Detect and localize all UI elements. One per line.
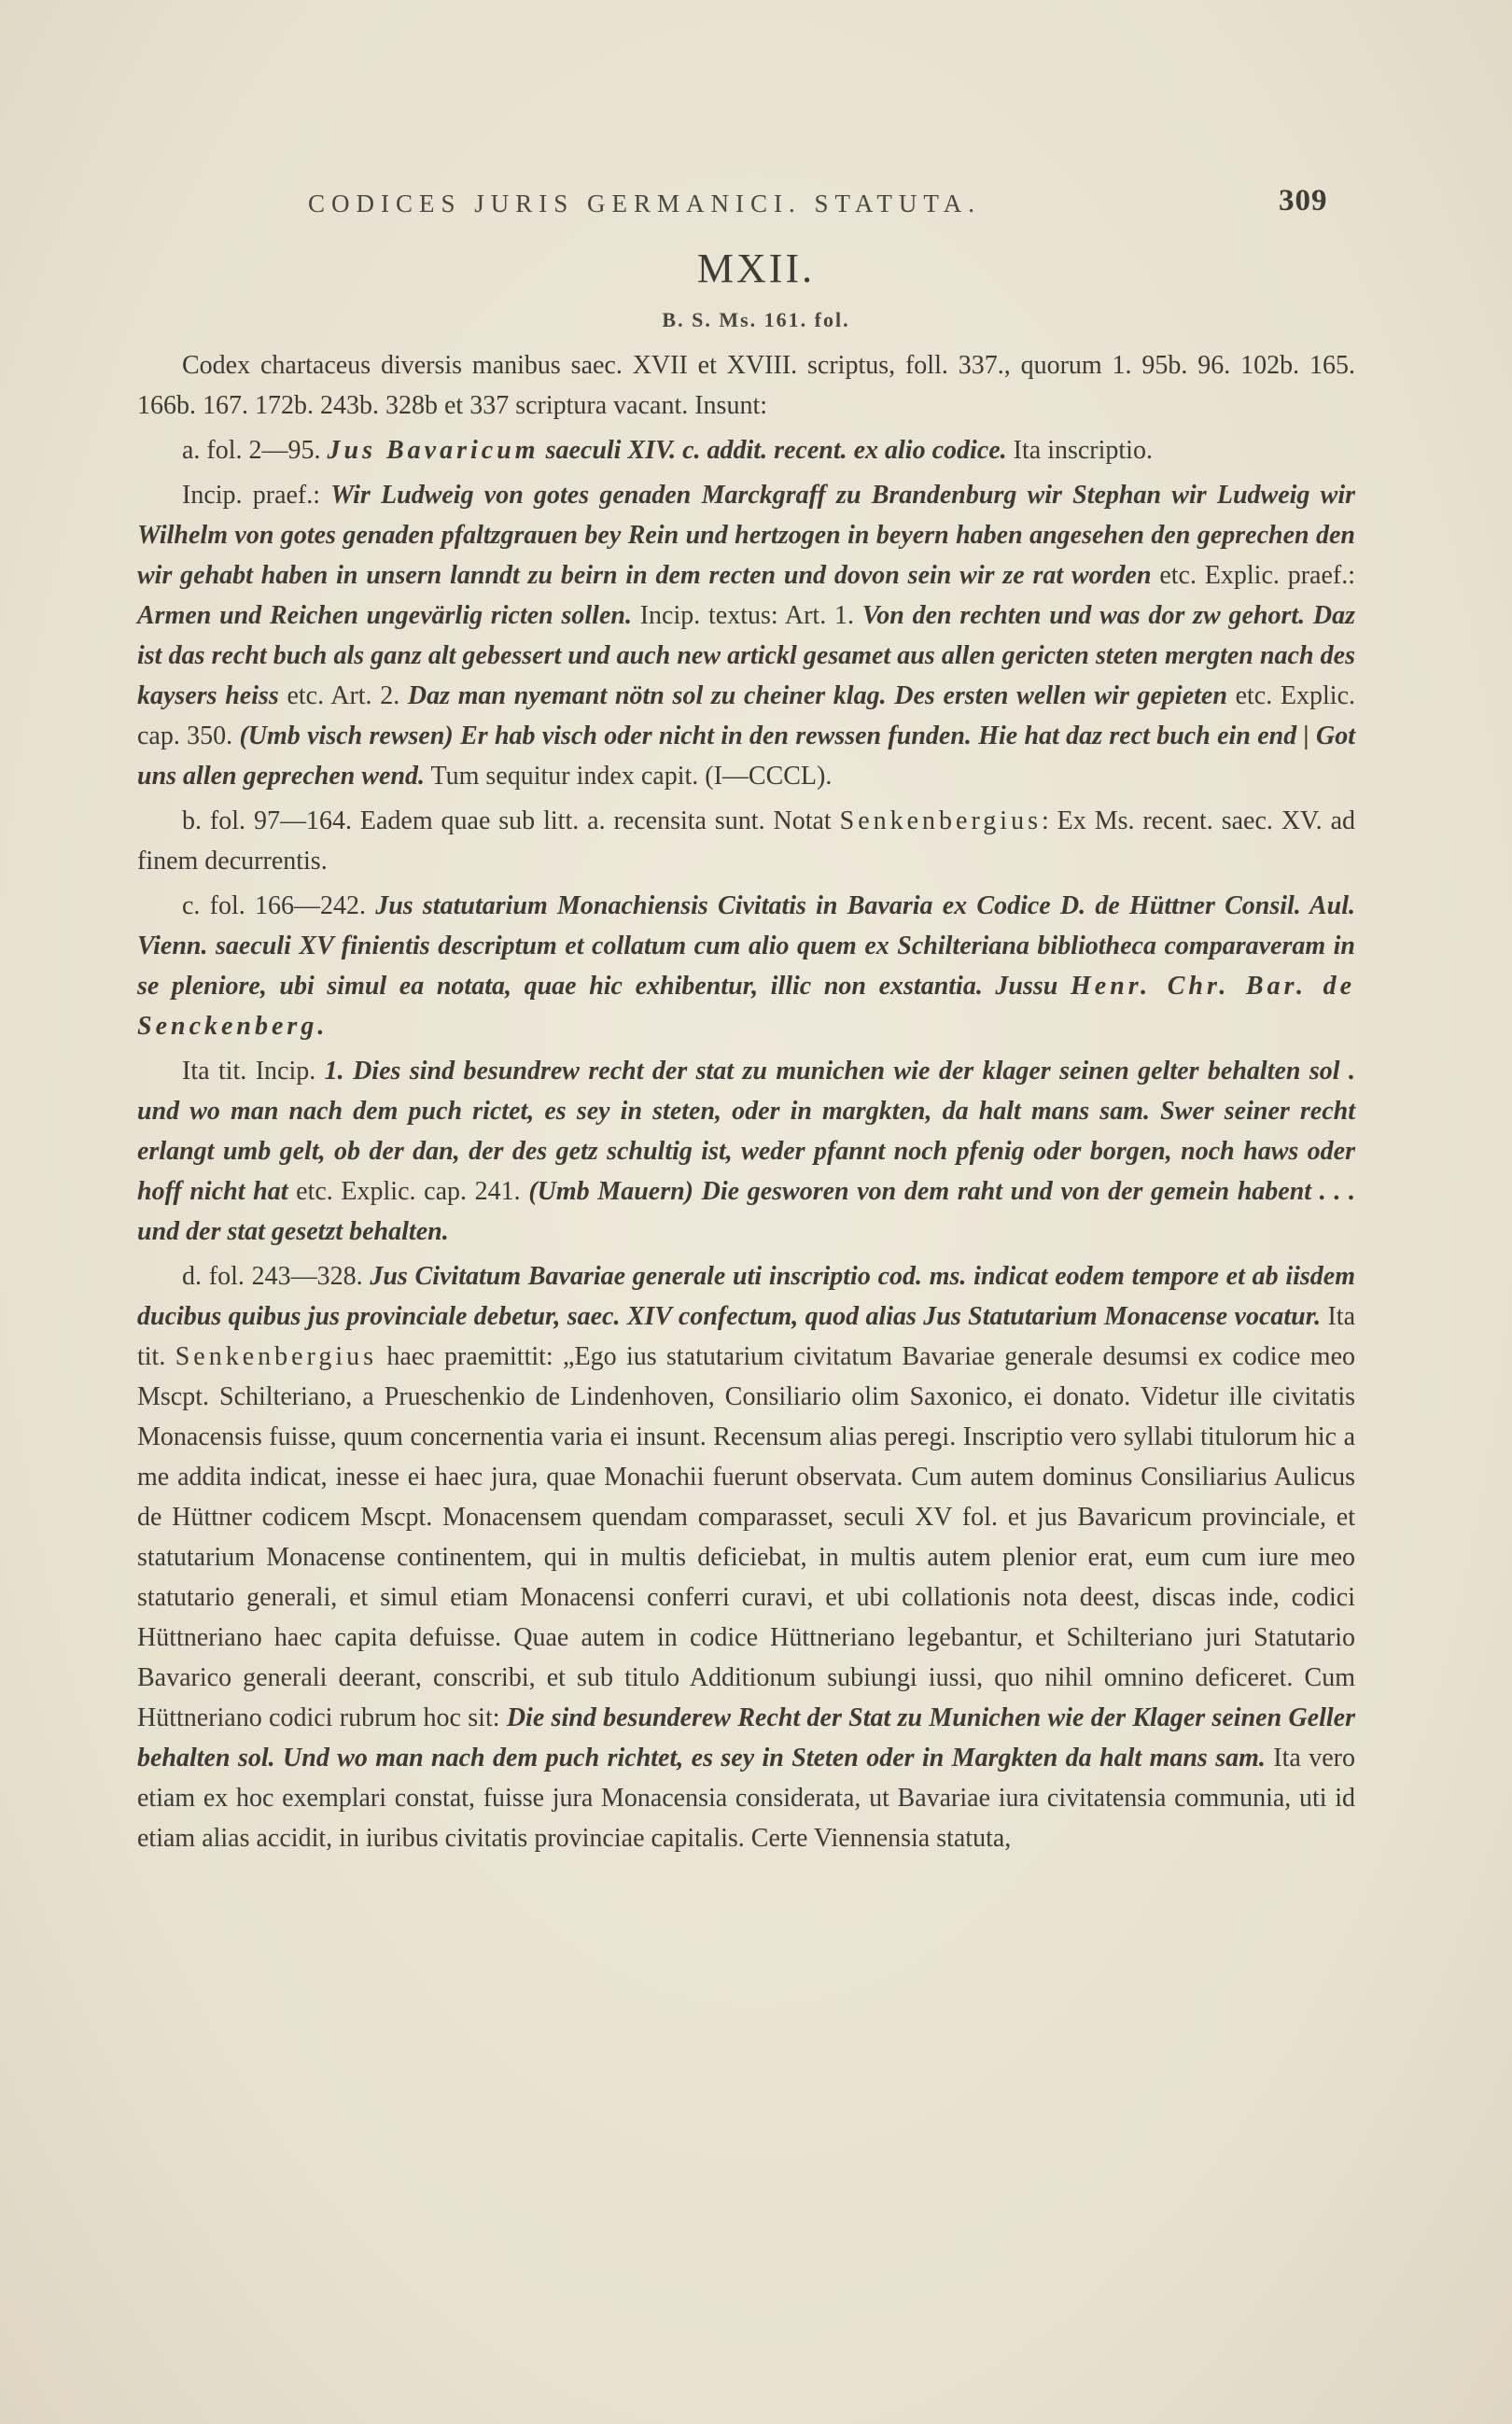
text-run: Jus Bavaricum <box>327 436 539 465</box>
text-run: Jus Civitatum Bavariae generale uti inscriptio cod. ms. indicat eodem tempore et ab iisdem ducibus quibus jus provinciale debetur, saec. XIV confectum, quod alias Jus Statutarium Monacense vocatur. <box>137 1262 1356 1331</box>
text-run: c. fol. 166—242. <box>182 891 376 920</box>
text-run: Die sind besunderew Recht der Stat zu Munichen wie der Klager seinen Geller behalten sol. Und wo man nach dem puch richtet, es sey in Steten oder in Margkten da halt mans sam. <box>137 1703 1355 1772</box>
text-run: saeculi XIV. c. addit. recent. ex alio codice. <box>539 436 1007 465</box>
text-run: etc. Art. 2. <box>278 681 408 710</box>
text-run: etc. Explic. praef.: <box>1151 561 1355 590</box>
text-run: haec praemittit: „Ego ius statutarium civitatum Bavariae generale desumsi ex codice meo Mscpt. Schilteriano, a Prueschenkio de Lindenhoven, Consiliario olim Saxonico, ei donato. Videtur ille civitatis Monacensis fuisse, quum concernentia varia ei insunt. Recensum alias peregi. Inscriptio vero syllabi titulorum hic a me addita indicat, inesse ei haec jura, quae Monachii fuerunt observata. Cum autem dominus Consiliarius Aulicus de Hüttner codicem Mscpt. Monacensem quendam comparasset, seculi XV fol. et jus Bavaricum provinciale, et statutarium Monacense continentem, qui in multis deficiebat, in multis autem plenior erat, eum cum iure meo statutario generali, et simul etiam Monacensi conferri curavi, et ubi collationis nota deest, discas inde, codici Hüttneriano haec capita defuisse. Quae autem in codice Hüttneriano legebantur, et Schilteriano juri Statutario Bavarico generali deerant, conscribi, et sub titulo Additionum subiungi iussi, quo nihil omnino deficeret. Cum Hüttneriano codici rubrum hoc sit: <box>137 1342 1355 1732</box>
text-run: b. fol. 97—164. Eadem quae sub litt. a. recensita sunt. Notat <box>182 806 840 835</box>
paragraph <box>137 801 1355 881</box>
text-run: a. fol. 2—95. <box>182 436 328 465</box>
text-run: Senkenbergius <box>175 1342 378 1371</box>
text-run: Ita vero etiam ex hoc exemplari constat, fuisse jura Monacensia considerata, ut Bavariae iura civitatensia communia, uti id etiam alias accidit, in iuribus civitatis provinciae capitalis. Certe Viennensia statuta, <box>137 1744 1355 1853</box>
text-run: Von den rechten und was dor zw gehort. Daz ist das recht buch als ganz alt gebessert und auch new artickl gesamet aus allen gericten steten mergten nach des kaysers heiss <box>137 601 1355 710</box>
text-run: (Umb Mauern) Die gesworen von dem raht und von der gemein habent . . . und der stat gesetzt behalten. <box>137 1177 1355 1246</box>
text-run: Wir Ludweig von gotes genaden Marckgraff zu Brandenburg wir Stephan wir Ludweig wir Wilhelm von gotes genaden pfaltzgrauen bey Rein und hertzogen in beyern haben angesehen den geprechen den wir gehabt haben in unsern lanndt zu beirn in dem recten und dovon sein wir ze rat worden <box>137 481 1355 590</box>
text-run: (Umb visch rewsen) Er hab visch oder nicht in den rewssen funden. Hie hat daz rect buch ein end | Got uns allen geprechen wend. <box>137 722 1355 791</box>
running-title: CODICES JURIS GERMANICI. STATUTA. <box>308 189 981 217</box>
page-number: 309 <box>1279 184 1328 217</box>
text-run: Jus statutarium Monachiensis Civitatis in Bavaria ex Codice D. de Hüttner Consil. Aul. Vienn. saeculi XV finientis descriptum et collatum cum alio quem ex Schilteriana bibliotheca comparaveram in se pleniore, ubi simul ea notata, quae hic exhibentur, illic non exstantia. Jussu <box>137 891 1355 1001</box>
text-run: : Ex Ms. recent. saec. XV. ad finem decurrentis. <box>137 806 1355 876</box>
text-run: etc. Explic. cap. 350. <box>137 681 1355 750</box>
paragraph <box>137 1256 1355 1858</box>
entry-number: MXII. <box>696 245 816 291</box>
text-run: Ita inscriptio. <box>1006 436 1153 465</box>
text-run: etc. Explic. cap. 241. <box>287 1177 529 1206</box>
text-run: Codex chartaceus diversis manibus saec. XVII et XVIII. scriptus, foll. 337., quorum 1. 95b. 96. 102b. 165. 166b. 167. 172b. 243b. 328b et 337 scriptura vacant. Insunt: <box>137 351 1355 420</box>
text-run: Incip. textus: Art. 1. <box>631 601 862 630</box>
text-run: Armen und Reichen ungevärlig ricten sollen. <box>137 601 632 630</box>
text-run: Senkenbergius <box>839 806 1042 835</box>
text-run: Ita tit. <box>137 1302 1356 1371</box>
body-text <box>137 345 1355 1863</box>
paragraph <box>137 430 1355 470</box>
paragraph <box>137 345 1355 426</box>
shelfmark: B. S. Ms. 161. fol. <box>662 308 850 331</box>
paragraph <box>137 1051 1355 1252</box>
text-run: Ita tit. Incip. <box>182 1057 325 1086</box>
text-run: d. fol. 243—328. <box>182 1262 371 1291</box>
text-run: Incip. praef.: <box>182 481 331 510</box>
text-run: Daz man nyemant nötn sol zu cheiner klag. Des ersten wellen wir gepieten <box>407 681 1227 710</box>
text-run: Henr. Chr. Bar. de Senckenberg. <box>137 972 1356 1041</box>
text-run: Tum sequitur index capit. (I—CCCL). <box>425 762 833 791</box>
text-run: 1. Dies sind besundrew recht der stat zu munichen wie der klager seinen gelter behalten sol . und wo man nach dem puch rictet, es sey in steten, oder in margkten, da halt mans sam. Swer seiner recht erlangt umb gelt, ob der dan, der des getz schultig ist, weder pfannt noch pfenig oder borgen, noch haws oder hoff nicht hat <box>137 1057 1355 1206</box>
paragraph <box>137 886 1355 1046</box>
paragraph <box>137 475 1355 796</box>
